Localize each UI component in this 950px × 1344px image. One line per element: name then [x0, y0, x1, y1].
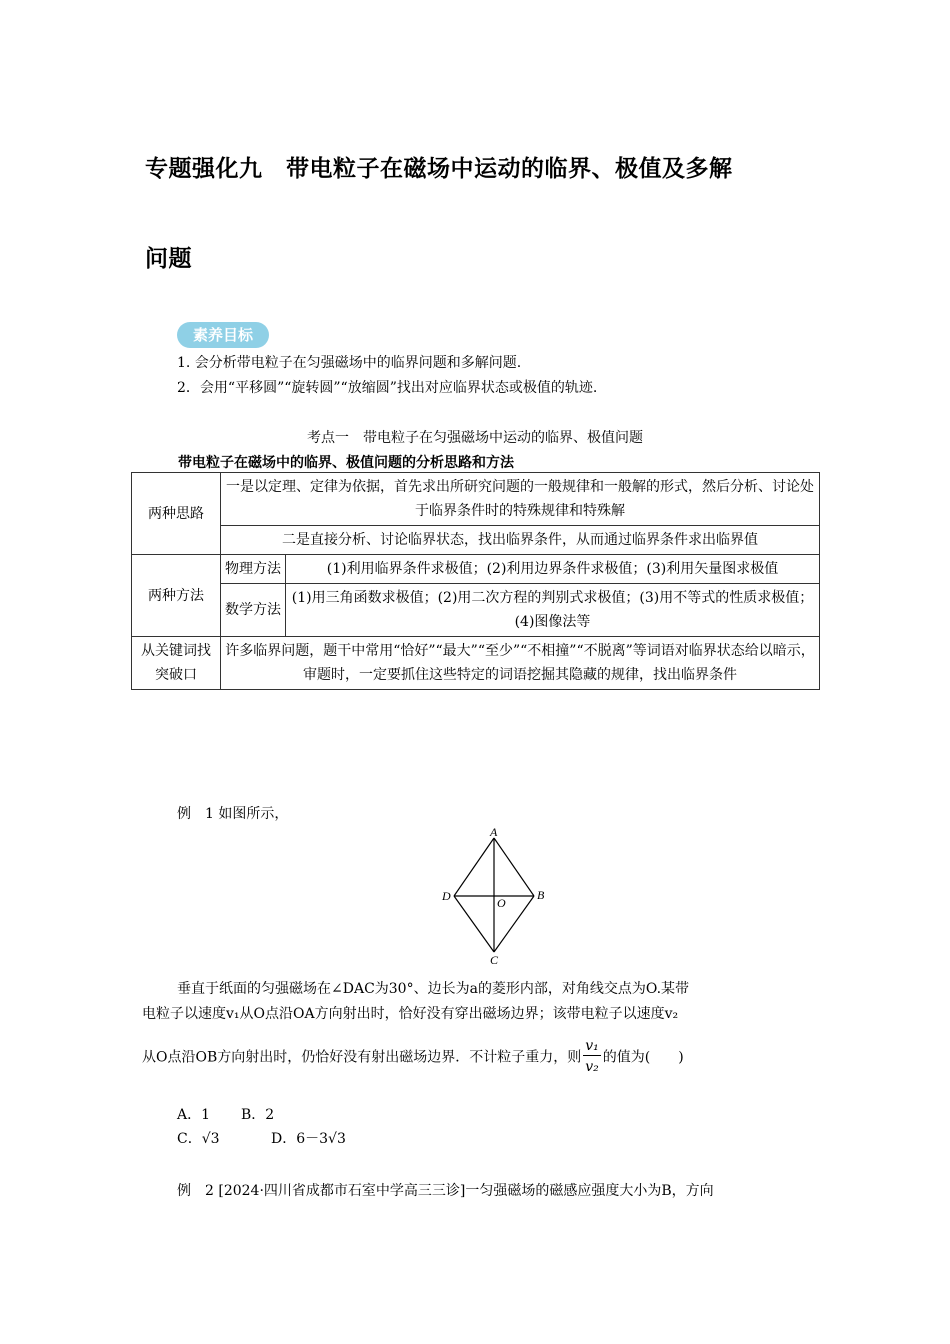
example1-text-line3-start: 从O点沿OB方向射出时，仍恰好没有射出磁场边界．不计粒子重力，则	[142, 1049, 582, 1066]
option-b: B．2	[241, 1107, 275, 1123]
label-c: C	[490, 953, 499, 966]
cell-math-method: (1)用三角函数求极值；(2)用二次方程的判别式求极值；(3)用不等式的性质求极值；(4)图像法等	[286, 584, 820, 637]
ratio-fraction	[583, 1037, 601, 1078]
goal-item-1: 1. 会分析带电粒子在匀强磁场中的临界问题和多解问题.	[177, 355, 522, 371]
example1-text-line3	[142, 1037, 812, 1078]
cell-idea-1: 一是以定理、定律为依据，首先求出所研究问题的一般规律和一般解的形式，然后分析、讨论处于临界条件时的特殊规律和特殊解	[221, 473, 820, 526]
example1-text-line2: 电粒子以速度v₁从O点沿OA方向射出时，恰好没有穿出磁场边界；该带电粒子以速度v₂	[142, 1006, 679, 1022]
ratio-denominator: v₂	[585, 1059, 599, 1075]
cell-physics-method-label: 物理方法	[221, 555, 286, 584]
label-a: A	[490, 826, 498, 839]
page-title-line1: 专题强化九 带电粒子在磁场中运动的临界、极值及多解	[145, 156, 733, 182]
section-title: 考点一 带电粒子在匀强磁场中运动的临界、极值问题	[307, 430, 643, 446]
label-b: B	[537, 888, 545, 902]
cell-keywords: 许多临界问题，题干中常用“恰好”“最大”“至少”“不相撞”“不脱离”等词语对临界状态给以暗示，审题时，一定要抓住这些特定的词语挖掘其隐藏的规律，找出临界条件	[221, 637, 820, 690]
edge-cd	[454, 896, 494, 952]
example1-intro: 例 1 如图所示，	[177, 806, 289, 822]
rhombus-diagram	[432, 826, 552, 966]
option-a: A．1	[177, 1107, 211, 1123]
label-d: D	[442, 889, 451, 903]
methods-table	[131, 472, 820, 690]
table-title: 带电粒子在磁场中的临界、极值问题的分析思路和方法	[178, 455, 514, 471]
example1-text-line3-end: 的值为( )	[602, 1049, 684, 1066]
row-head-keywords: 从关键词找突破口	[132, 637, 221, 690]
example1-text-line1: 垂直于纸面的匀强磁场在∠DAC为30°、边长为a的菱形内部，对角线交点为O.某带	[177, 981, 690, 997]
goal-item-2: 2．会用“平移圆”“旋转圆”“放缩圆”找出对应临界状态或极值的轨迹.	[177, 380, 598, 396]
ratio-numerator: v₁	[585, 1038, 599, 1054]
row-head-methods: 两种方法	[132, 555, 221, 637]
cell-physics-method: (1)利用临界条件求极值；(2)利用边界条件求极值；(3)利用矢量图求极值	[286, 555, 820, 584]
option-d: D．6－3√3	[271, 1131, 346, 1147]
edge-ab	[494, 838, 534, 896]
example2-text: 例 2 [2024·四川省成都市石室中学高三三诊]一匀强磁场的磁感应强度大小为B，方向	[177, 1183, 714, 1199]
cell-math-method-label: 数学方法	[221, 584, 286, 637]
row-head-ideas: 两种思路	[132, 473, 221, 555]
edge-da	[454, 838, 494, 896]
cell-idea-2: 二是直接分析、讨论临界状态，找出临界条件，从而通过临界条件求出临界值	[221, 526, 820, 555]
page-title-line2: 问题	[145, 246, 192, 272]
label-o: O	[497, 896, 506, 910]
option-c: C．√3	[177, 1131, 220, 1147]
goals-badge: 素养目标	[177, 322, 269, 348]
